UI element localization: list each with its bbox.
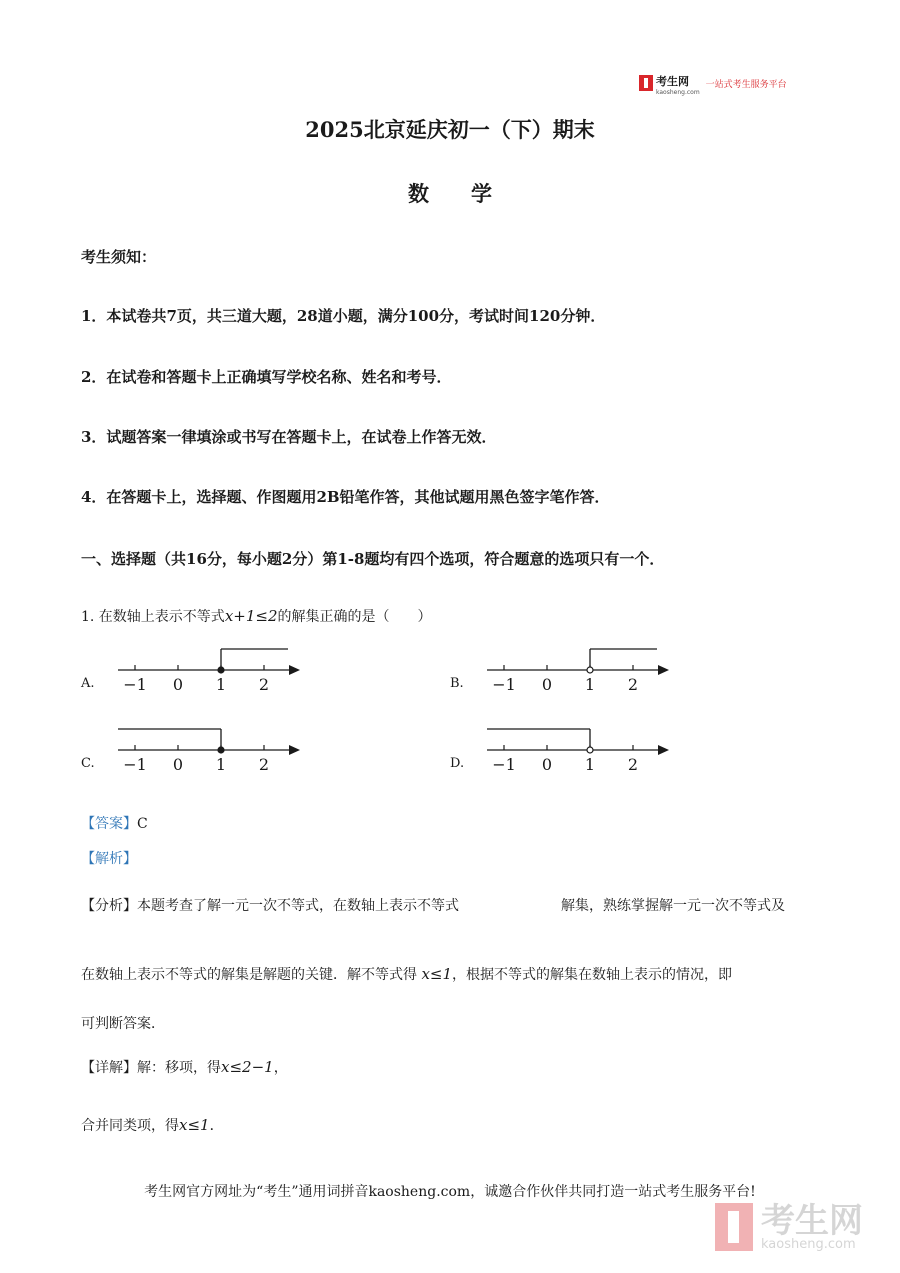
- logo-slogan: 一站式考生服务平台: [705, 79, 787, 90]
- tick-label: −1: [492, 675, 516, 694]
- axis-arrow-icon: [289, 665, 300, 675]
- notice-item-4: 4．在答题卡上，选择题、作图题用2B铅笔作答，其他试题用黑色签字笔作答．: [81, 488, 610, 506]
- notice-item-2: 2．在试卷和答题卡上正确填写学校名称、姓名和考号．: [81, 368, 452, 386]
- option-c-number-line: [110, 720, 310, 774]
- merge-math: x≤1: [179, 1116, 210, 1134]
- option-c-label: C.: [81, 756, 95, 771]
- header-logo: [639, 70, 787, 96]
- merge-text: 合并同类项，得: [81, 1118, 179, 1134]
- axis-arrow-icon: [658, 745, 669, 755]
- tick-label: 2: [258, 755, 270, 774]
- question1-stem-prefix: 1. 在数轴上表示不等式: [81, 609, 225, 625]
- closed-endpoint-dot: [218, 667, 224, 673]
- watermark-domain: kaosheng.com: [761, 1236, 856, 1252]
- analysis-line-1a: 【分析】本题考查了解一元一次不等式，在数轴上表示不等式: [81, 898, 459, 914]
- analysis-tag: 【解析】: [81, 851, 137, 867]
- option-b-number-line: [479, 640, 679, 694]
- analysis-line-2-math: x≤1: [421, 965, 453, 983]
- merge-line: [81, 1115, 224, 1135]
- question1-stem-suffix: 的解集正确的是（ ）: [277, 609, 432, 625]
- logo-text: [656, 70, 700, 96]
- question1-stem: [81, 606, 432, 626]
- tick-label: 0: [541, 755, 553, 774]
- tick-label: 0: [172, 675, 184, 694]
- answer-tag: 【答案】: [81, 816, 137, 832]
- exam-title: 2025北京延庆初一（下）期末: [305, 117, 595, 142]
- detail-tag: 【详解】解：移项，得: [81, 1060, 221, 1076]
- axis-arrow-icon: [289, 745, 300, 755]
- tick-label: 1: [584, 675, 596, 694]
- analysis-line-2b: ，根据不等式的解集在数轴上表示的情况，即: [452, 967, 733, 983]
- open-endpoint-circle: [587, 667, 593, 673]
- detail-line: [81, 1057, 288, 1077]
- exam-subject: 数 学: [408, 181, 492, 206]
- tick-label: 1: [584, 755, 596, 774]
- tick-label: 1: [215, 675, 227, 694]
- question1-stem-math: x+1≤2: [224, 607, 278, 625]
- option-a-label: A.: [81, 676, 95, 691]
- answer-line: [81, 813, 148, 833]
- answer-value: C: [137, 816, 148, 832]
- open-endpoint-circle: [587, 747, 593, 753]
- axis-arrow-icon: [658, 665, 669, 675]
- analysis-line-2a: 在数轴上表示不等式的解集是解题的关键．解不等式得: [81, 967, 417, 983]
- notice-item-1: 1．本试卷共7页，共三道大题，28道小题，满分100分，考试时间120分钟．: [81, 307, 606, 325]
- tick-label: 1: [215, 755, 227, 774]
- watermark-name: 考生网: [761, 1200, 863, 1241]
- tick-label: 2: [627, 755, 639, 774]
- tick-label: −1: [492, 755, 516, 774]
- merge-end: ．: [209, 1118, 224, 1134]
- notice-item-3: 3．试题答案一律填涂或书写在答题卡上，在试卷上作答无效．: [81, 428, 497, 446]
- option-a-number-line: [110, 640, 310, 694]
- notice-heading: 考生须知：: [81, 248, 157, 266]
- option-d-label: D.: [450, 756, 465, 771]
- logo-domain: kaosheng.com: [656, 89, 700, 96]
- tick-label: 2: [627, 675, 639, 694]
- tick-label: 0: [172, 755, 184, 774]
- option-b-label: B.: [450, 676, 464, 691]
- detail-math: x≤2−1: [221, 1058, 274, 1076]
- analysis-line-2: [81, 964, 732, 984]
- closed-endpoint-dot: [218, 747, 224, 753]
- section1-heading: 一、选择题（共16分，每小题2分）第1-8题均有四个选项，符合题意的选项只有一个．: [81, 550, 665, 568]
- tick-label: 0: [541, 675, 553, 694]
- analysis-line-1b: 解集，熟练掌握解一元一次不等式及: [561, 898, 785, 914]
- option-d-number-line: [479, 720, 679, 774]
- watermark: [715, 1200, 863, 1252]
- watermark-mark-icon: [715, 1203, 753, 1251]
- watermark-text: [761, 1200, 863, 1252]
- analysis-line-3: 可判断答案．: [81, 1016, 165, 1032]
- logo-name: 考生网: [656, 75, 689, 88]
- logo-mark-icon: [639, 75, 653, 91]
- detail-end: ，: [273, 1060, 288, 1076]
- tick-label: 2: [258, 675, 270, 694]
- tick-label: −1: [123, 755, 147, 774]
- footer-text: 考生网官方网址为“考生”通用词拼音kaosheng.com，诚邀合作伙伴共同打造一站式考生服务平台!: [144, 1184, 756, 1200]
- tick-label: −1: [123, 675, 147, 694]
